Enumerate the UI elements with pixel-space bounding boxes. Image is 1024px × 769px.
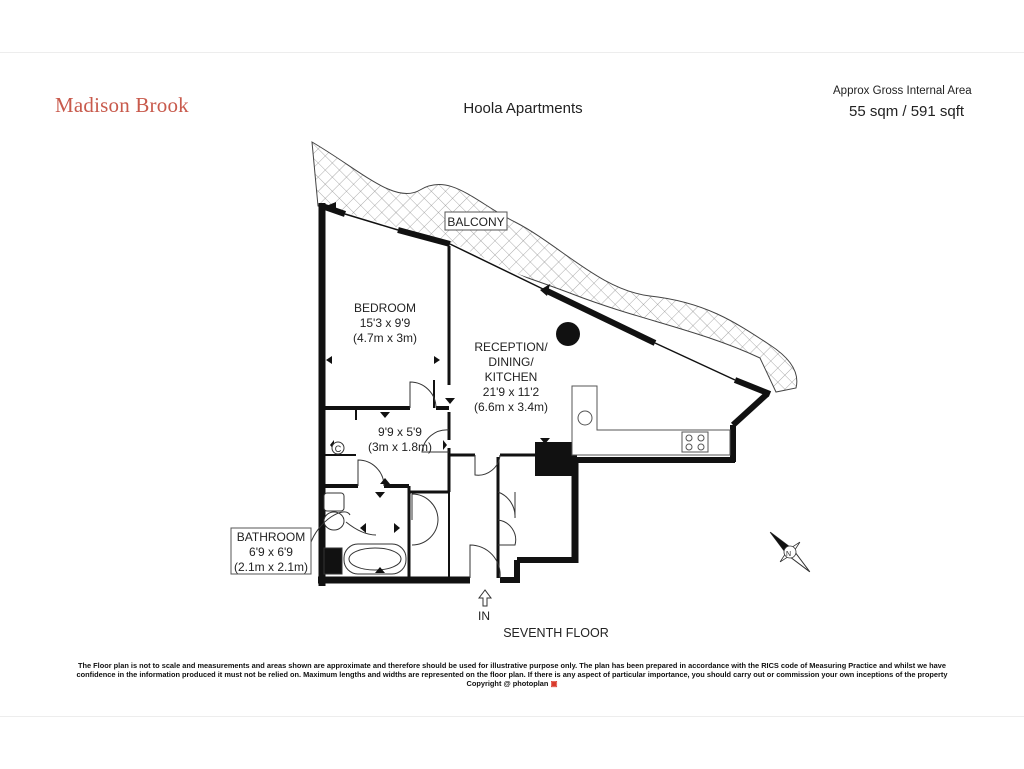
copyright-line	[0, 679, 1024, 688]
entrance-label: IN	[478, 609, 490, 623]
reception-name-1: RECEPTION/	[474, 340, 548, 354]
reception-name-2: DINING/	[488, 355, 534, 369]
area-label: Approx Gross Internal Area	[833, 85, 972, 97]
hall-metric: (3m x 1.8m)	[367, 440, 433, 454]
brand-logo: Madison Brook	[55, 93, 189, 117]
cupboard-label: C	[334, 444, 342, 454]
bedroom-imperial: 15'3 x 9'9	[359, 316, 411, 330]
area-value: 55 sqm / 591 sqft	[849, 103, 965, 120]
bathroom-metric: (2.1m x 2.1m)	[233, 560, 309, 574]
reception-metric: (6.6m x 3.4m)	[473, 400, 549, 414]
property-title: Hoola Apartments	[463, 100, 583, 117]
reception-imperial: 21'9 x 11'2	[482, 385, 540, 399]
structural-pillar	[556, 322, 580, 346]
disclaimer-text: The Floor plan is not to scale and measurements and areas shown are approximate and therefore should be used for illustrative purpose only. The plan has been prepared in accordance with the RICS code of Measuring Practice and whilst we have confidence in the information produced it must not be relied on. Maximum lengths and widths are represented on the floor plan. If there is any aspect of particular importance, you should carry out or commission your own inceptions of the property	[76, 661, 948, 679]
floor-label: SEVENTH FLOOR	[503, 626, 609, 640]
bathroom-name: BATHROOM	[236, 530, 306, 544]
bedroom-metric: (4.7m x 3m)	[352, 331, 418, 345]
copyright-text: Copyright @ photoplan	[466, 679, 549, 688]
compass-letter: N	[786, 551, 792, 558]
bathroom-imperial: 6'9 x 6'9	[249, 545, 293, 559]
structural-column	[535, 442, 577, 476]
balcony-label: BALCONY	[447, 215, 505, 229]
entrance-arrow-icon	[479, 590, 491, 606]
reception-name-3: KITCHEN	[484, 370, 538, 384]
hall-imperial: 9'9 x 5'9	[378, 425, 422, 439]
cupboard-marker	[332, 442, 344, 454]
camera-icon: ▣	[550, 679, 558, 688]
bedroom-name: BEDROOM	[353, 301, 417, 315]
balcony-label-box	[445, 212, 507, 230]
